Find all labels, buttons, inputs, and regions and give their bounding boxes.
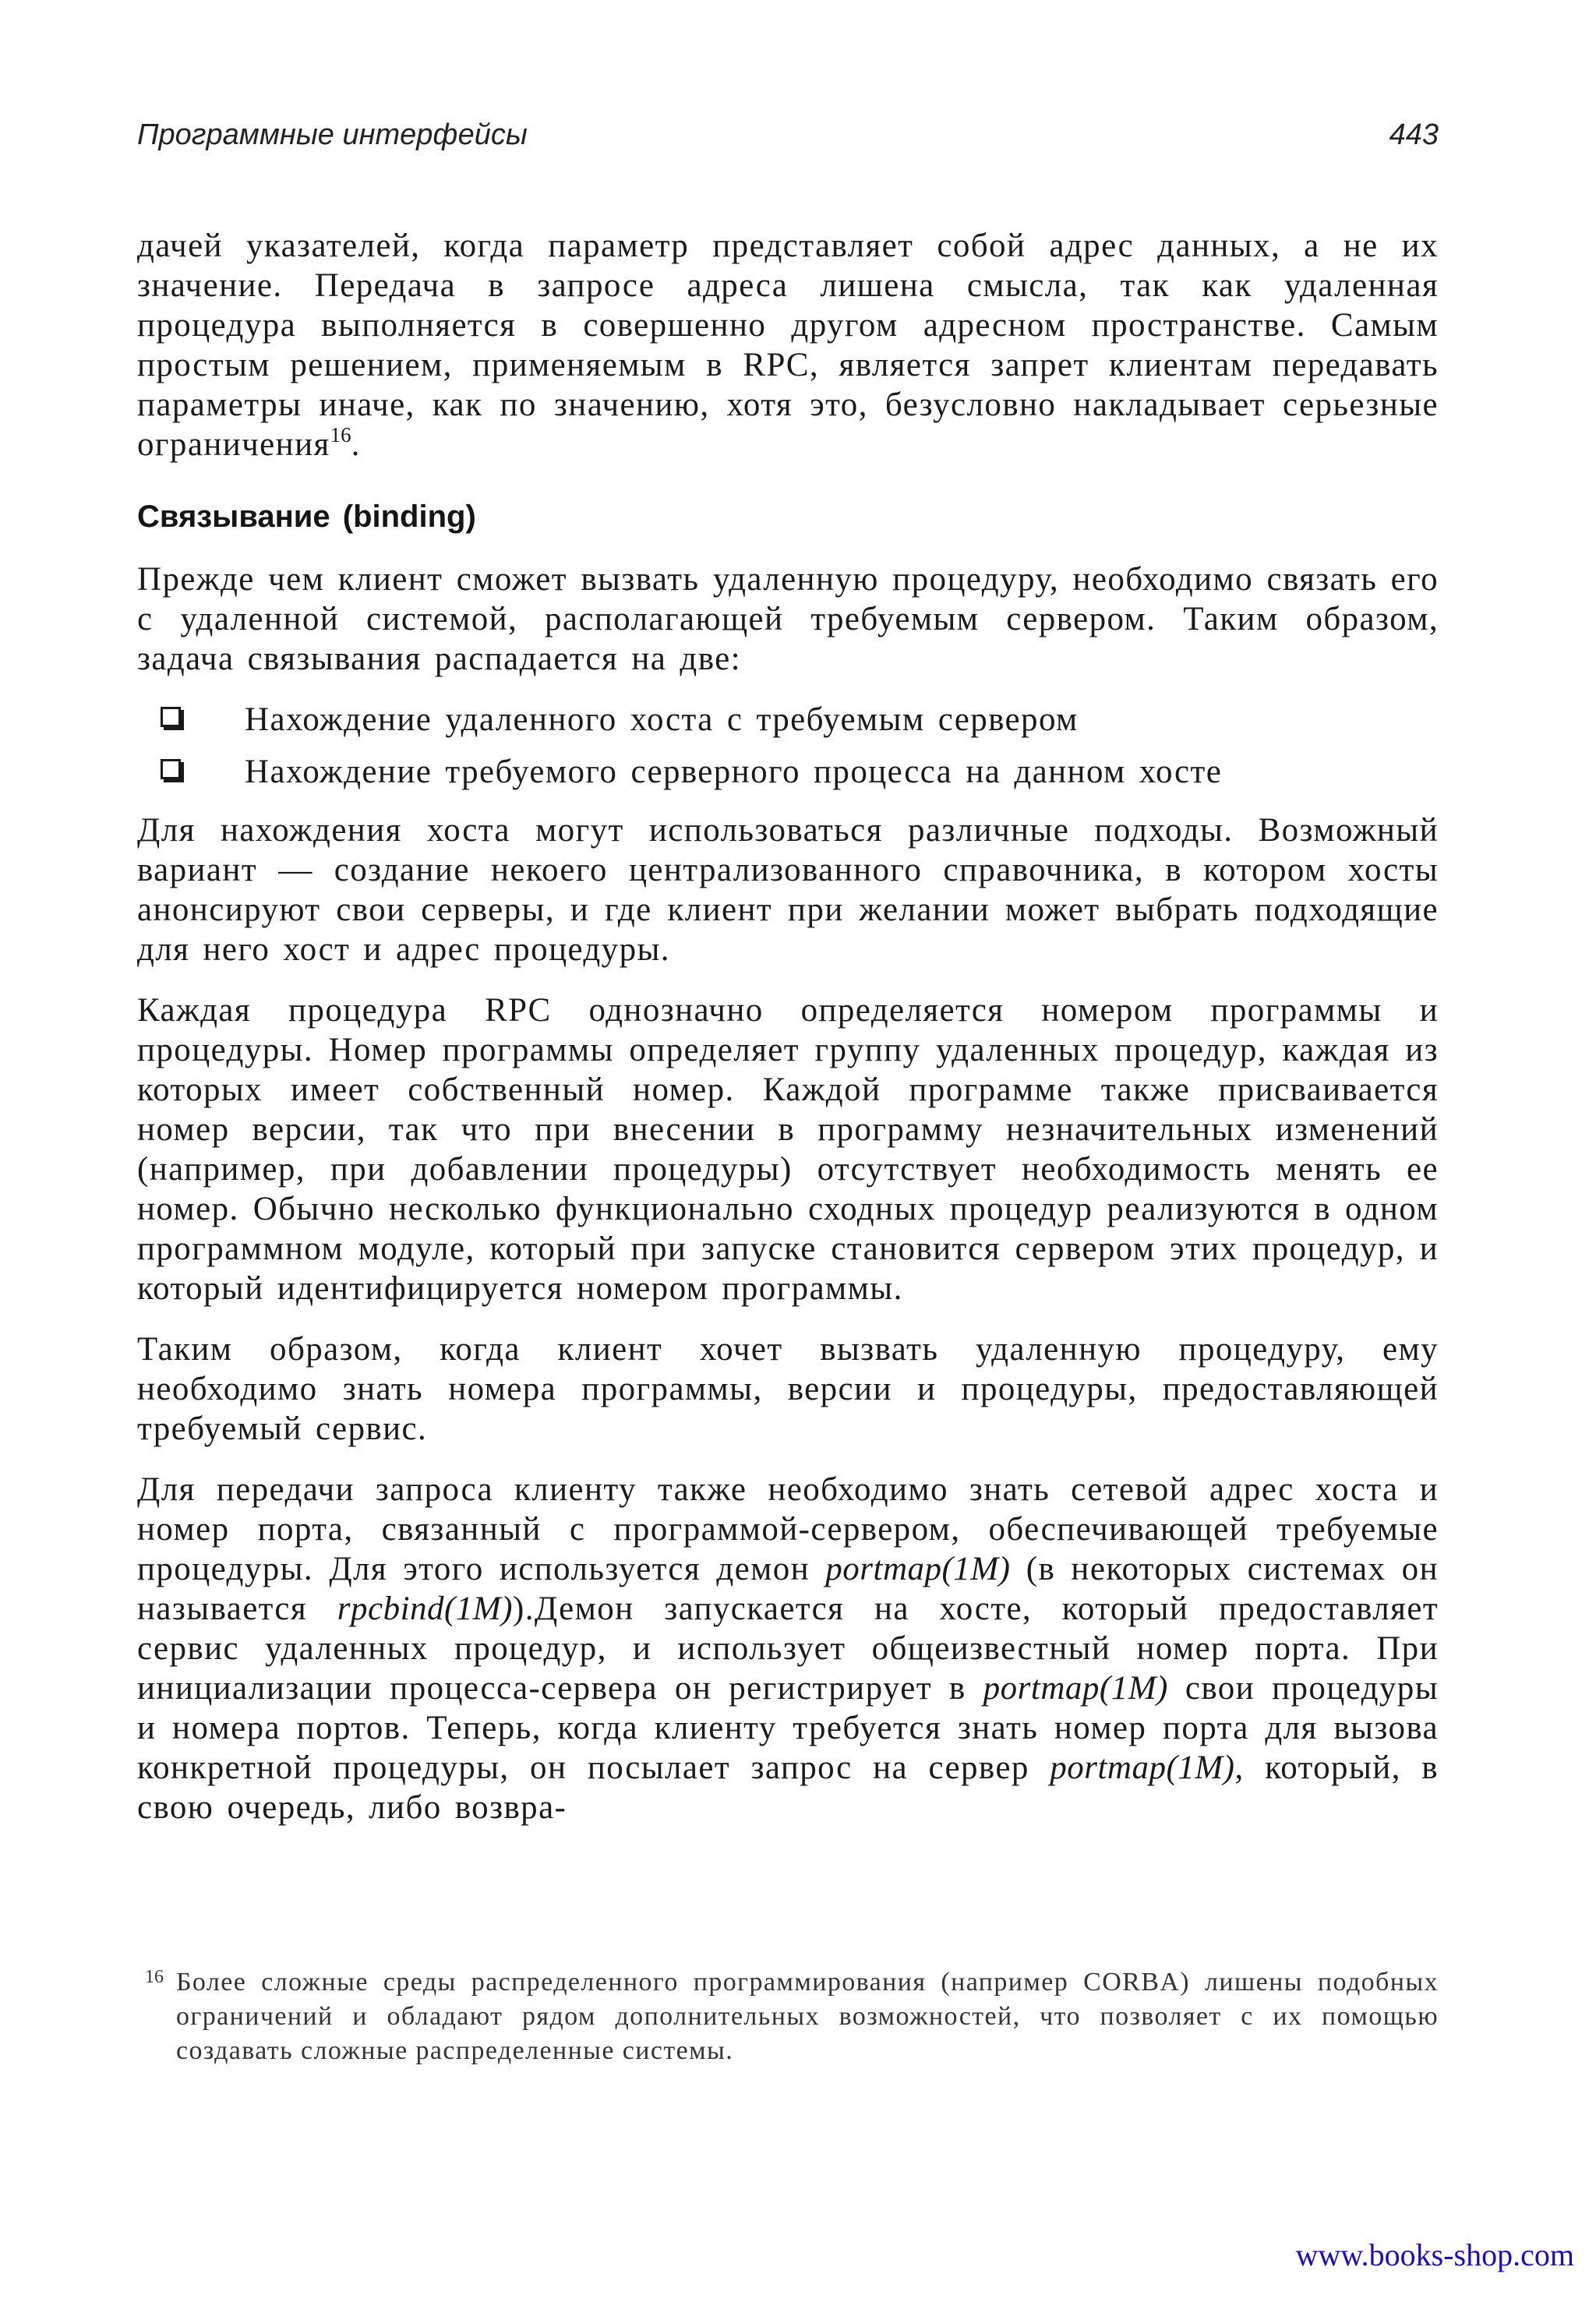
- text-run: свои процедуры и номера портов. Теперь, когда клиенту требуется знать номер порта для вызова конкретной процедуры, он посылает запрос на сервер: [137, 1670, 1439, 1786]
- intro-paragraph-end: .: [351, 426, 361, 463]
- paragraph-host-lookup: Для нахождения хоста могут использоваться различные подходы. Возможный вариант — создание некоего централизованного справочника, в котором хосты анонсируют свои серверы, и где клиент при желании может выбрать подходящие для него хост и адрес процедуры.: [137, 812, 1439, 968]
- watermark-link[interactable]: www.books-shop.com: [1295, 2237, 1574, 2272]
- intro-paragraph-text: дачей указателей, когда параметр представляет собой адрес данных, а не их значение. Передача в запросе адреса лишена смысла, так как удаленная процедура выполняется в совершенно другом адресном пространстве. Самым простым решением, применяемым в RPC, является запрет клиентам передавать параметры иначе, как по значению, хотя это, безусловно накладывает серьезные ограничения: [137, 228, 1439, 463]
- section-heading: Связывание (binding): [137, 500, 476, 534]
- command-term: portmap(1M): [825, 1551, 1011, 1587]
- checklist: [137, 700, 1439, 792]
- paragraph-portmap: [137, 1470, 1439, 1827]
- checkbox-bullet-icon: [161, 759, 181, 779]
- paragraph-binding-intro: Прежде чем клиент сможет вызвать удаленную процедуру, необходимо связать его с удаленной системой, располагающей требуемым сервером. Таким образом, задача связывания распадается на две:: [137, 561, 1439, 677]
- running-header: [137, 118, 1439, 165]
- checkbox-bullet-icon: [161, 707, 181, 727]
- page-number: 443: [1389, 118, 1439, 151]
- text-run: , который, в свою очередь, либо возвра-: [137, 1749, 1439, 1826]
- text-run: ).Демон запускается на хосте, который предоставляет сервис удаленных процедур, и использует общеизвестный номер порта. При инициализации процесса-сервера он регистрирует в: [137, 1591, 1439, 1707]
- list-item: [137, 752, 1439, 792]
- main-text: [137, 226, 1439, 1848]
- command-term: portmap(1M): [983, 1670, 1168, 1707]
- list-item-text: Нахождение требуемого серверного процесса на данном хосте: [245, 754, 1223, 790]
- running-header-title: Программные интерфейсы: [137, 118, 528, 151]
- list-item-text: Нахождение удаленного хоста с требуемым сервером: [245, 701, 1079, 738]
- paragraph-client-needs: Таким образом, когда клиент хочет вызвать удаленную процедуру, ему необходимо знать номера программы, версии и процедуры, предоставляющей требуемый сервис.: [137, 1331, 1439, 1447]
- intro-paragraph: [137, 226, 1439, 464]
- list-item: [137, 700, 1439, 740]
- command-term: rpcbind(1M): [337, 1591, 513, 1627]
- footnote-mark: 16: [145, 1967, 164, 1987]
- footnote-reference[interactable]: 16: [330, 423, 351, 447]
- command-term: portmap(1M): [1050, 1749, 1235, 1786]
- text-run: Для передачи запроса клиенту также необходимо знать сетевой адрес хоста и номер порта, связанный с программой-сервером, обеспечивающей требуемые процедуры. Для этого используется демон: [137, 1471, 1439, 1587]
- footnote: [137, 1965, 1439, 2068]
- footnote-text: Более сложные среды распределенного программирования (например CORBA) лишены подобных ограничений и обладают рядом дополнительных возможностей, что позволяет с их помощью создавать сложные распределенные системы.: [176, 1968, 1439, 2065]
- text-run: (в некоторых системах он называется: [137, 1551, 1439, 1627]
- paragraph-rpc-numbers: Каждая процедура RPC однозначно определяется номером программы и процедуры. Номер программы определяет группу удаленных процедур, каждая из которых имеет собственный номер. Каждой программе также присваивается номер версии, так что при внесении в программу незначительных изменений (например, при добавлении процедуры) отсутствует необходимость менять ее номер. Обычно несколько функционально сходных процедур реализуются в одном программном модуле, который при запуске становится сервером этих процедур, и который идентифицируется номером программы.: [137, 992, 1439, 1307]
